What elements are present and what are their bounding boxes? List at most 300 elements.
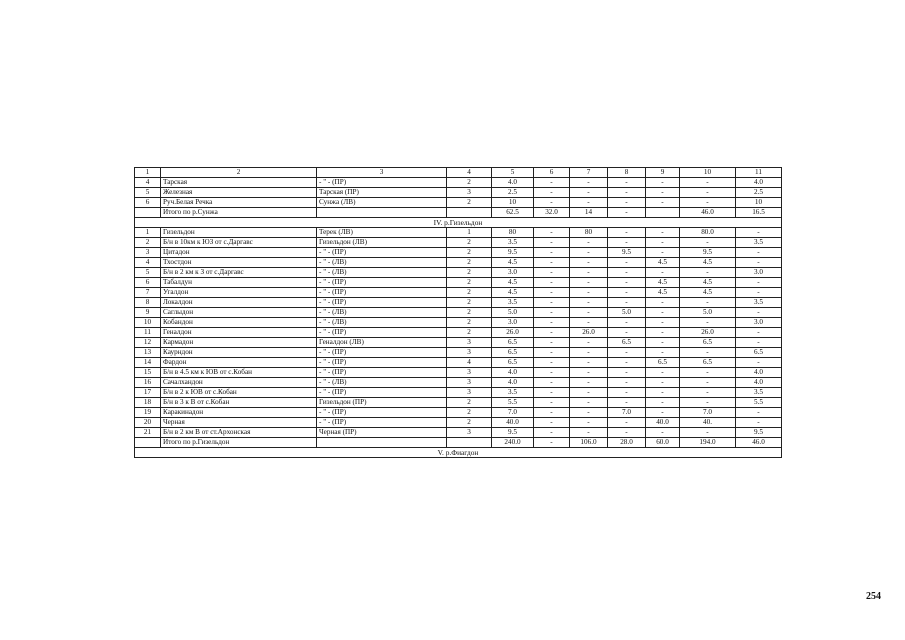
- table-cell: -: [534, 258, 570, 268]
- table-cell: -: [608, 318, 646, 328]
- table-cell: 7.0: [680, 408, 736, 418]
- page-number: 254: [866, 591, 881, 602]
- table-cell: -: [570, 278, 608, 288]
- table-cell: -: [534, 268, 570, 278]
- table-cell: -: [736, 278, 782, 288]
- table-cell: -: [646, 368, 680, 378]
- table-cell: -: [534, 378, 570, 388]
- table-cell: 2: [161, 168, 317, 178]
- table-row: [135, 188, 782, 198]
- table-cell: 7.0: [608, 408, 646, 418]
- table-cell: 3: [447, 368, 492, 378]
- table-cell: 1: [447, 228, 492, 238]
- table-cell: 5: [135, 188, 161, 198]
- table-row: [135, 388, 782, 398]
- table-cell: 6.5: [736, 348, 782, 358]
- table-cell: -: [534, 418, 570, 428]
- table-cell: 2.5: [736, 188, 782, 198]
- table-cell: 9.5: [492, 428, 534, 438]
- table-cell: -: [646, 348, 680, 358]
- table-cell: - " - (ПР): [317, 408, 447, 418]
- table-cell: -: [736, 228, 782, 238]
- table-cell: -: [680, 188, 736, 198]
- table-cell: -: [736, 408, 782, 418]
- table-cell: -: [646, 428, 680, 438]
- table-cell: -: [646, 198, 680, 208]
- table-cell: 4.5: [680, 278, 736, 288]
- table-cell: -: [608, 368, 646, 378]
- table-cell: -: [534, 438, 570, 448]
- table-cell: 40.0: [492, 418, 534, 428]
- table-cell: -: [570, 318, 608, 328]
- table-cell: 12: [135, 338, 161, 348]
- table-row: [135, 308, 782, 318]
- table-cell: -: [534, 428, 570, 438]
- table-cell: -: [608, 388, 646, 398]
- table-cell: -: [570, 428, 608, 438]
- table-cell: 17: [135, 388, 161, 398]
- table-cell: -: [608, 208, 646, 218]
- table-cell: 2: [447, 328, 492, 338]
- table-cell: 3: [447, 388, 492, 398]
- table-cell: -: [534, 358, 570, 368]
- table-cell: Гизельдон (ПР): [317, 398, 447, 408]
- table-cell: 9.5: [736, 428, 782, 438]
- table-cell: 5.5: [736, 398, 782, 408]
- table-cell: -: [534, 198, 570, 208]
- table-row: [135, 178, 782, 188]
- table-cell: Сачалхандон: [161, 378, 317, 388]
- table-cell: Табалдун: [161, 278, 317, 288]
- table-cell: 6.5: [492, 348, 534, 358]
- table-cell: 2: [447, 418, 492, 428]
- table-cell: -: [646, 398, 680, 408]
- table-cell: 6.5: [680, 358, 736, 368]
- table-cell: -: [608, 398, 646, 408]
- table-cell: Б/н в 4.5 км к ЮВ от с.Кобан: [161, 368, 317, 378]
- table-cell: -: [680, 238, 736, 248]
- table-cell: -: [646, 388, 680, 398]
- table-cell: -: [570, 368, 608, 378]
- table-row: [135, 298, 782, 308]
- table-cell: -: [608, 358, 646, 368]
- table-row: [135, 348, 782, 358]
- table-cell: -: [534, 388, 570, 398]
- table-cell: -: [680, 348, 736, 358]
- table-row: [135, 258, 782, 268]
- table-cell: -: [736, 328, 782, 338]
- header-row: [135, 168, 782, 178]
- table-cell: Б/н в 2 км В от ст.Архонская: [161, 428, 317, 438]
- table-cell: -: [534, 398, 570, 408]
- table-cell: 14: [570, 208, 608, 218]
- table-cell: Угалдон: [161, 288, 317, 298]
- table-cell: 6.5: [492, 358, 534, 368]
- table-cell: 7.0: [492, 408, 534, 418]
- table-cell: - " - (ПР): [317, 288, 447, 298]
- table-cell: -: [534, 238, 570, 248]
- table-cell: 2.5: [492, 188, 534, 198]
- section-row-gizeldon: [135, 218, 782, 228]
- table-cell: Черная (ПР): [317, 428, 447, 438]
- table-cell: 5: [135, 268, 161, 278]
- table-cell: -: [680, 388, 736, 398]
- table-cell: 60.0: [646, 438, 680, 448]
- table-cell: Саглыдон: [161, 308, 317, 318]
- table-cell: 2: [447, 278, 492, 288]
- table-row: [135, 198, 782, 208]
- table-cell: -: [608, 348, 646, 358]
- table-cell: -: [646, 328, 680, 338]
- table-cell: -: [680, 368, 736, 378]
- table-cell: -: [608, 188, 646, 198]
- table-cell: -: [646, 338, 680, 348]
- table-row: [135, 378, 782, 388]
- table-cell: - " - (ПР): [317, 368, 447, 378]
- table-cell: 46.0: [680, 208, 736, 218]
- table-cell: Сунжа (ЛВ): [317, 198, 447, 208]
- table-cell: 5.5: [492, 398, 534, 408]
- table-cell: 6: [534, 168, 570, 178]
- table-cell: [135, 438, 161, 448]
- table-cell: 8: [608, 168, 646, 178]
- table-cell: 18: [135, 398, 161, 408]
- table-cell: 9: [135, 308, 161, 318]
- table-cell: -: [570, 178, 608, 188]
- table-cell: -: [534, 338, 570, 348]
- table-cell: 6: [135, 278, 161, 288]
- table-cell: 32.0: [534, 208, 570, 218]
- table-cell: -: [534, 178, 570, 188]
- table-cell: Цитадон: [161, 248, 317, 258]
- section-row-fiagdon: [135, 448, 782, 458]
- table-cell: 15: [135, 368, 161, 378]
- table-cell: -: [736, 358, 782, 368]
- table-cell: 3.5: [492, 298, 534, 308]
- table-cell: Тхостдон: [161, 258, 317, 268]
- table-cell: 2: [447, 178, 492, 188]
- table-cell: -: [608, 328, 646, 338]
- table-cell: -: [646, 408, 680, 418]
- table-cell: -: [646, 178, 680, 188]
- table-cell: Гизельдон (ЛВ): [317, 238, 447, 248]
- table-cell: Черная: [161, 418, 317, 428]
- table-cell: Руч.Белая Речка: [161, 198, 317, 208]
- table-cell: [317, 208, 447, 218]
- table-cell: -: [736, 308, 782, 318]
- table-cell: Б/н в 2 км к З от с.Даргавс: [161, 268, 317, 278]
- table-cell: 194.0: [680, 438, 736, 448]
- section-heading: IV. р.Гизельдон: [135, 218, 782, 228]
- table-cell: - " - (ЛВ): [317, 258, 447, 268]
- table-cell: -: [570, 248, 608, 258]
- table-cell: -: [534, 348, 570, 358]
- table-row: [135, 268, 782, 278]
- table-cell: -: [570, 418, 608, 428]
- table-cell: 2: [447, 198, 492, 208]
- table-cell: 4.5: [646, 258, 680, 268]
- table-cell: -: [534, 288, 570, 298]
- table-cell: 4.5: [492, 258, 534, 268]
- table-cell: - " - (ПР): [317, 388, 447, 398]
- table-cell: 5: [492, 168, 534, 178]
- table-row: [135, 208, 782, 218]
- table-cell: 3: [447, 378, 492, 388]
- table-cell: 2: [447, 238, 492, 248]
- table-cell: 40.0: [646, 418, 680, 428]
- table-cell: - " - (ЛВ): [317, 268, 447, 278]
- table-cell: 19: [135, 408, 161, 418]
- table-cell: 3.5: [736, 238, 782, 248]
- table-cell: -: [646, 238, 680, 248]
- table-cell: 3: [447, 428, 492, 438]
- table-cell: -: [570, 268, 608, 278]
- table-cell: Кармадон: [161, 338, 317, 348]
- table-row: [135, 228, 782, 238]
- table-cell: 4.0: [736, 378, 782, 388]
- table-cell: -: [608, 258, 646, 268]
- table-row: [135, 238, 782, 248]
- table-cell: 10: [135, 318, 161, 328]
- table-cell: -: [680, 428, 736, 438]
- table-row: [135, 438, 782, 448]
- table-cell: -: [680, 318, 736, 328]
- table-cell: -: [570, 288, 608, 298]
- table-cell: 2: [447, 298, 492, 308]
- table-cell: -: [570, 398, 608, 408]
- table-cell: -: [646, 228, 680, 238]
- table-cell: -: [570, 198, 608, 208]
- table-cell: -: [608, 288, 646, 298]
- table-cell: 80: [492, 228, 534, 238]
- table-cell: 2: [447, 258, 492, 268]
- table-cell: - " - (ПР): [317, 298, 447, 308]
- table-cell: -: [570, 408, 608, 418]
- table-cell: 3.5: [492, 388, 534, 398]
- table-row: [135, 328, 782, 338]
- table-cell: -: [534, 188, 570, 198]
- table-cell: 26.0: [680, 328, 736, 338]
- table-cell: -: [608, 268, 646, 278]
- table-cell: -: [534, 328, 570, 338]
- table-cell: 2: [447, 408, 492, 418]
- table-cell: 13: [135, 348, 161, 358]
- table-row: [135, 248, 782, 258]
- table-cell: 1: [135, 168, 161, 178]
- table-cell: -: [608, 228, 646, 238]
- table-cell: -: [608, 418, 646, 428]
- table-cell: - " - (ЛВ): [317, 318, 447, 328]
- section-heading: V. р.Фиагдон: [135, 448, 782, 458]
- table-cell: 3: [447, 348, 492, 358]
- table-cell: -: [680, 378, 736, 388]
- table-cell: Фардон: [161, 358, 317, 368]
- table-cell: -: [680, 198, 736, 208]
- table-cell: -: [646, 378, 680, 388]
- table-cell: 3.5: [736, 388, 782, 398]
- table-cell: -: [534, 278, 570, 288]
- table-cell: 4: [447, 168, 492, 178]
- table-cell: 3.0: [736, 268, 782, 278]
- table-cell: [135, 208, 161, 218]
- table-cell: 3.5: [736, 298, 782, 308]
- table-cell: -: [570, 188, 608, 198]
- table-cell: 62.5: [492, 208, 534, 218]
- table-cell: 4.5: [680, 258, 736, 268]
- table-cell: 4.0: [492, 378, 534, 388]
- table-cell: [317, 438, 447, 448]
- table-row: [135, 428, 782, 438]
- table-cell: 240.0: [492, 438, 534, 448]
- table-cell: 2: [447, 318, 492, 328]
- table-cell: 28.0: [608, 438, 646, 448]
- table-cell: 2: [135, 238, 161, 248]
- table-cell: -: [534, 318, 570, 328]
- table-cell: - " - (ПР): [317, 178, 447, 188]
- table-row: [135, 358, 782, 368]
- table-cell: - " - (ПР): [317, 248, 447, 258]
- table-cell: 4: [135, 258, 161, 268]
- table-cell: 9: [646, 168, 680, 178]
- table-cell: -: [736, 288, 782, 298]
- table-cell: 3.0: [492, 268, 534, 278]
- table-cell: Железная: [161, 188, 317, 198]
- table-cell: -: [608, 428, 646, 438]
- table-cell: -: [570, 338, 608, 348]
- table-cell: -: [534, 248, 570, 258]
- table-cell: -: [736, 258, 782, 268]
- table-cell: - " - (ПР): [317, 348, 447, 358]
- table-cell: [447, 208, 492, 218]
- table-cell: -: [680, 298, 736, 308]
- table-cell: 3.0: [492, 318, 534, 328]
- table-cell: Тарская: [161, 178, 317, 188]
- table-cell: 10: [736, 198, 782, 208]
- table-cell: 2: [447, 288, 492, 298]
- table-cell: -: [646, 298, 680, 308]
- table-cell: -: [534, 368, 570, 378]
- table-cell: Б/н в 10км к ЮЗ от с.Даргавс: [161, 238, 317, 248]
- table-cell: [447, 438, 492, 448]
- table-cell: 4.5: [492, 288, 534, 298]
- table-cell: 6.5: [646, 358, 680, 368]
- table-cell: -: [570, 388, 608, 398]
- table-cell: 80: [570, 228, 608, 238]
- table-cell: -: [736, 248, 782, 258]
- table-cell: 14: [135, 358, 161, 368]
- table-cell: Гизельдон: [161, 228, 317, 238]
- table-cell: Тарская (ПР): [317, 188, 447, 198]
- table-cell: 20: [135, 418, 161, 428]
- table-row: [135, 368, 782, 378]
- table-cell: 7: [570, 168, 608, 178]
- table-cell: -: [608, 238, 646, 248]
- table-cell: 26.0: [492, 328, 534, 338]
- table-cell: -: [570, 258, 608, 268]
- table-cell: 11: [135, 328, 161, 338]
- table-cell: 4.0: [736, 368, 782, 378]
- table-row: [135, 318, 782, 328]
- table-cell: 10: [680, 168, 736, 178]
- table-cell: -: [608, 278, 646, 288]
- table-cell: 2: [447, 398, 492, 408]
- table-cell: Кобандон: [161, 318, 317, 328]
- table-cell: 6.5: [608, 338, 646, 348]
- table-cell: 3.5: [492, 238, 534, 248]
- table-cell: -: [736, 338, 782, 348]
- table-cell: 5.0: [492, 308, 534, 318]
- table-cell: - " - (ЛВ): [317, 378, 447, 388]
- table-cell: 5.0: [608, 308, 646, 318]
- table-cell: 3: [447, 188, 492, 198]
- table-cell: 7: [135, 288, 161, 298]
- table-cell: 21: [135, 428, 161, 438]
- table-cell: -: [570, 378, 608, 388]
- table-cell: -: [570, 358, 608, 368]
- table-cell: -: [680, 398, 736, 408]
- table-cell: 9.5: [492, 248, 534, 258]
- table-cell: 9.5: [608, 248, 646, 258]
- table-cell: Итого по р.Гизельдон: [161, 438, 317, 448]
- table-cell: 2: [447, 268, 492, 278]
- table-cell: -: [570, 348, 608, 358]
- table-cell: 11: [736, 168, 782, 178]
- table-cell: Геналдон (ЛВ): [317, 338, 447, 348]
- table-cell: -: [534, 298, 570, 308]
- table-cell: - " - (ПР): [317, 358, 447, 368]
- table-cell: 26.0: [570, 328, 608, 338]
- table-cell: Итого по р.Сунжа: [161, 208, 317, 218]
- table-row: [135, 398, 782, 408]
- rivers-table: [134, 167, 782, 458]
- table-cell: 3: [135, 248, 161, 258]
- table-cell: 4.5: [646, 278, 680, 288]
- table-cell: - " - (ПР): [317, 418, 447, 428]
- table-cell: -: [570, 298, 608, 308]
- table-cell: 3.0: [736, 318, 782, 328]
- table-cell: Каурндон: [161, 348, 317, 358]
- table-cell: 3: [317, 168, 447, 178]
- table-cell: 6.5: [680, 338, 736, 348]
- table-cell: 4: [135, 178, 161, 188]
- table-cell: -: [608, 198, 646, 208]
- table-cell: - " - (ПР): [317, 328, 447, 338]
- table-cell: 4.0: [736, 178, 782, 188]
- table-row: [135, 288, 782, 298]
- table-cell: 1: [135, 228, 161, 238]
- table-cell: 6.5: [492, 338, 534, 348]
- table-cell: 4.5: [646, 288, 680, 298]
- table-cell: 4.5: [492, 278, 534, 288]
- table-cell: 4: [447, 358, 492, 368]
- table-cell: -: [534, 408, 570, 418]
- table-cell: 10: [492, 198, 534, 208]
- table-cell: Б/н в 2 к ЮВ от с.Кобан: [161, 388, 317, 398]
- table-cell: 16.5: [736, 208, 782, 218]
- table-cell: 9.5: [680, 248, 736, 258]
- table-cell: 5.0: [680, 308, 736, 318]
- table-cell: 4.5: [680, 288, 736, 298]
- table-cell: -: [570, 238, 608, 248]
- table-cell: Каракинадон: [161, 408, 317, 418]
- table-cell: -: [608, 378, 646, 388]
- table-cell: 3: [447, 338, 492, 348]
- table-cell: -: [646, 188, 680, 198]
- table-cell: 16: [135, 378, 161, 388]
- table-cell: -: [534, 228, 570, 238]
- table-cell: -: [646, 268, 680, 278]
- table-cell: -: [646, 248, 680, 258]
